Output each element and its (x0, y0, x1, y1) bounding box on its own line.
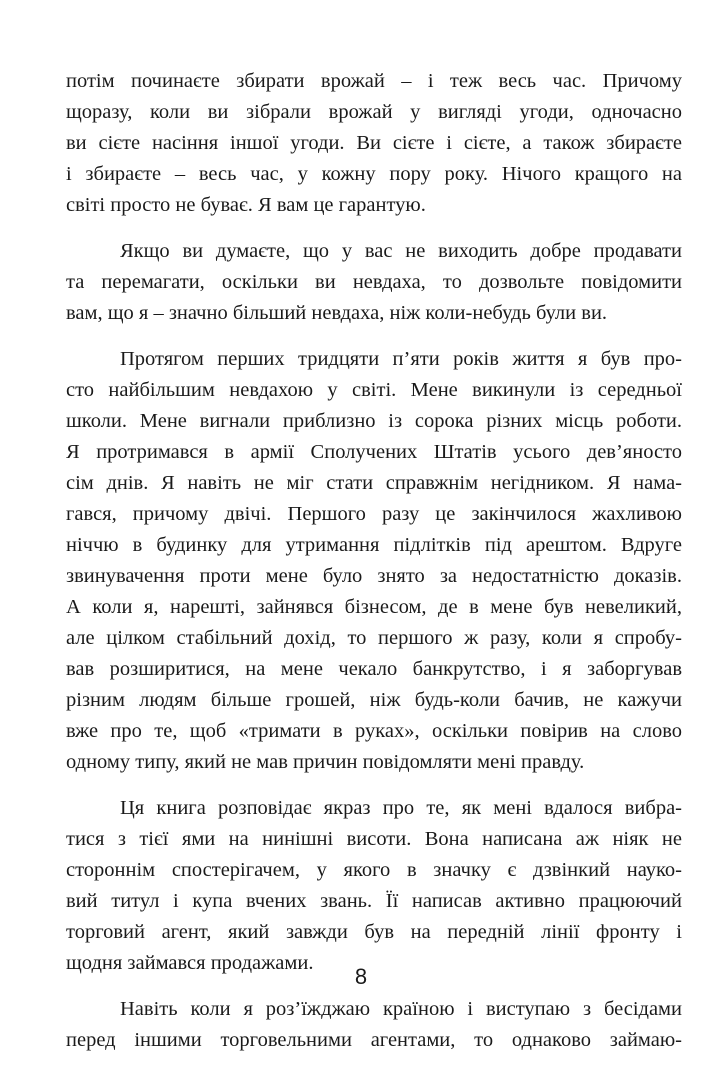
paragraph-5 (66, 994, 682, 1056)
text-line: торговий агент, який завжди був на передній лінії фронту і (66, 921, 682, 943)
text-line: вав розширитися, на мене чекало банкрутство, і я заборгував (66, 658, 682, 680)
text-line: сім днів. Я навіть не міг стати справжнім негідником. Я нама- (66, 472, 682, 494)
body-text (66, 66, 682, 1071)
text-line: звинувачення проти мене було знято за недостатністю доказів. (66, 565, 682, 587)
text-line: Навіть коли я роз’їжджаю країною і виступаю з бесідами (120, 998, 682, 1020)
text-line: Протягом перших тридцяти п’яти років життя я був про- (120, 348, 682, 370)
text-line: щодня займався продажами. (66, 952, 314, 974)
text-line: перед іншими торговельними агентами, то однаково займаю- (66, 1029, 682, 1051)
paragraph-2 (66, 236, 682, 329)
text-line: одному типу, який не мав причин повідомляти мені правду. (66, 751, 585, 773)
text-line: вам, що я – значно більший невдаха, ніж коли-небудь були ви. (66, 302, 608, 324)
paragraph-3 (66, 344, 682, 778)
text-line: гався, причому двічі. Першого разу це закінчилося жахливою (66, 503, 682, 525)
text-line: Ця книга розповідає якраз про те, як мені вдалося вибра- (120, 797, 682, 819)
text-line: але цілком стабільний дохід, то першого ж разу, коли я спробу- (66, 627, 682, 649)
text-line: сто найбільшим невдахою у світі. Мене викинули із середньої (66, 379, 682, 401)
text-line: вий титул і купа вчених звань. Її написав активно працюючий (66, 890, 682, 912)
paragraph-1 (66, 66, 682, 221)
text-line: ніччю в будинку для утримання підлітків під арештом. Вдруге (66, 534, 682, 556)
text-line: тися з тієї ями на нинішні висоти. Вона написана аж ніяк не (66, 828, 682, 850)
text-line: різним людям більше грошей, ніж будь-коли бачив, не кажучи (66, 689, 682, 711)
text-line: і збираєте – весь час, у кожну пору року. Нічого кращого на (66, 163, 682, 185)
text-line: А коли я, нарешті, зайнявся бізнесом, де в мене був невеликий, (66, 596, 682, 618)
text-line: вже про те, щоб «тримати в руках», оскільки повірив на слово (66, 720, 682, 742)
text-line: Я протримався в армії Сполучених Штатів усього дев’яносто (66, 441, 682, 463)
text-line: щоразу, коли ви зібрали врожай у вигляді угоди, одночасно (66, 101, 682, 123)
text-line: школи. Мене вигнали приблизно із сорока різних місць роботи. (66, 410, 682, 432)
text-line: Якщо ви думаєте, що у вас не виходить добре продавати (120, 240, 682, 262)
text-line: ви сієте насіння іншої угоди. Ви сієте і сієте, а також збираєте (66, 132, 682, 154)
page-number: 8 (354, 964, 368, 989)
paragraph-4 (66, 793, 682, 979)
text-line: стороннім спостерігачем, у якого в значку є дзвінкий науко- (66, 859, 682, 881)
text-line: потім починаєте збирати врожай – і теж весь час. Причому (66, 70, 682, 92)
text-line: світі просто не буває. Я вам це гарантую. (66, 194, 426, 216)
text-line: та перемагати, оскільки ви невдаха, то дозвольте повідомити (66, 271, 682, 293)
